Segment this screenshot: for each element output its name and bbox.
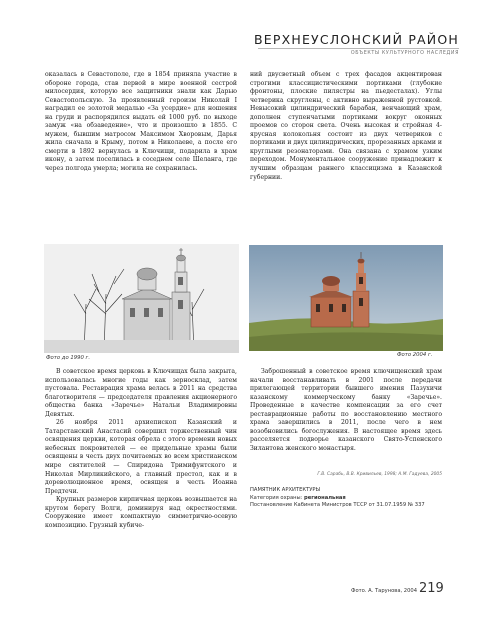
heritage-category-value: региональная [304,494,346,501]
right-column-bottom [250,368,442,453]
photo-caption-old: Фото до 1990 г. [46,355,91,361]
right-bottom-paragraph-1: Заброшенный в советское время ключищенский храм начали восстанавливать в 2001 после передачи прилегающей территории бывшего имения Пазухичи казанскому коммерческому банку «Заречье». Проведенные в качестве компенсации за его счет реставрационные работы по восстановлению местного храма завершились в 2011, после чего в нем возобновились богослужения. В настоящее время здесь расселяется подворье казанского Свято-Успенского Зилантова женского монастыря. [250,368,442,452]
church-2004-illustration [249,245,443,351]
section-subtitle: ОБЪЕКТЫ КУЛЬТУРНОГО НАСЛЕДИЯ [350,51,459,56]
photo-caption-2004: Фото 2004 г. [397,352,433,358]
heritage-category-block [250,487,450,510]
left-column-bottom [45,368,237,530]
left-bottom-paragraph-1: В советское время церковь в Ключищах была закрыта, использовалась многие годы как зерносклад, затем пустовала. Реставрация храма велась в 2011 на средства благотворителя — председателя правления акционерного общества банка «Заречье» Натальи Владимировны Девятых. [45,368,237,418]
heritage-decree: Постановление Кабинета Министров ТССР от 31.07.1959 № 337 [250,502,425,509]
right-top-paragraph: ний двусветный объем с трех фасадов акцентирован строгими классицистическими портиками (глубокие фронтоны, плоские пилястры на пьедесталах). Углы четверика скруглены, с активно выраженной рустовкой. Невысокий цилиндрический барабан, венчающий храм, дополнен ступенчатыми портиками вокруг оконных проемов со сторон света. Очень высокая и стройная 4-ярусная колокольня состоит из двух четвериков с портиками и двух цилиндрических, прорезанных арками и круглыми резонаторами. Она связана с храмом узким переходом. Монументальное сооружение принадлежит к лучшим образцам раннего классицизма в Казанской губернии. [250,71,442,181]
left-top-paragraph: оказалась в Севастополе, где в 1854 приняла участие в обороне города, став первой в мире военной сестрой милосердия, которую все защитники знали как Дарью Севастопольскую. За проявленный героизм Николай I наградил ее золотой медалью «За усердие» для ношения на груди и распорядился выдать ей 1000 руб. по выходе замуж «на обзаведение», что и произошло в 1855. С мужем, бывшим матросом Максимом Хворовым, Дарья жила сначала в Крыму, потом в Николаеве, а после его смерти в 1892 вернулась в Ключищи, подарила в храм икону, а затем поселилась в соседнем селе Шеланга, где через полгода умерла; могила не сохранилась. [45,71,237,173]
section-title: ВЕРХНЕУСЛОНСКИЙ РАЙОН [253,32,459,47]
heritage-category-title: ПАМЯТНИК АРХИТЕКТУРЫ [250,487,321,493]
church-old-illustration [44,244,239,353]
left-column-top [45,71,237,174]
heritage-category-line [250,495,450,503]
page-number: 219 [419,581,444,596]
photo-credit: Фото. А. Тарунова, 2004 [351,588,417,594]
source-citation: Г.В. Сарабь, В.В. Кривильев, 1998; А.М. Гадуева, 2005 [317,472,442,477]
left-bottom-paragraph-2: 26 ноября 2011 архиепископ Казанский и Татарстанский Анастасий совершил торжественный чин освящения церкви, которая обрела с этого времени новых небесных покровителей — ее придельные храмы были освящены в честь двух почитаемых во всем христианском мире святителей — Спиридона Тримифунтского и Николая Мирликийского, а главный престол, как и в дореволюционное время, освящен в честь Иоанна Предтечи. [45,419,237,495]
right-column-top [250,71,442,182]
heritage-category-label: Категория охраны: [250,494,303,501]
header-divider [258,48,459,49]
church-photo-2004 [249,245,443,351]
church-photo-old [44,244,239,353]
left-bottom-paragraph-3: Крупных размеров кирпичная церковь возвышается на крутом берегу Волги, доминируя над окрестностями. Сооружение имеет компактную симметрично-осевую композицию. Грузный кубиче- [45,496,237,529]
